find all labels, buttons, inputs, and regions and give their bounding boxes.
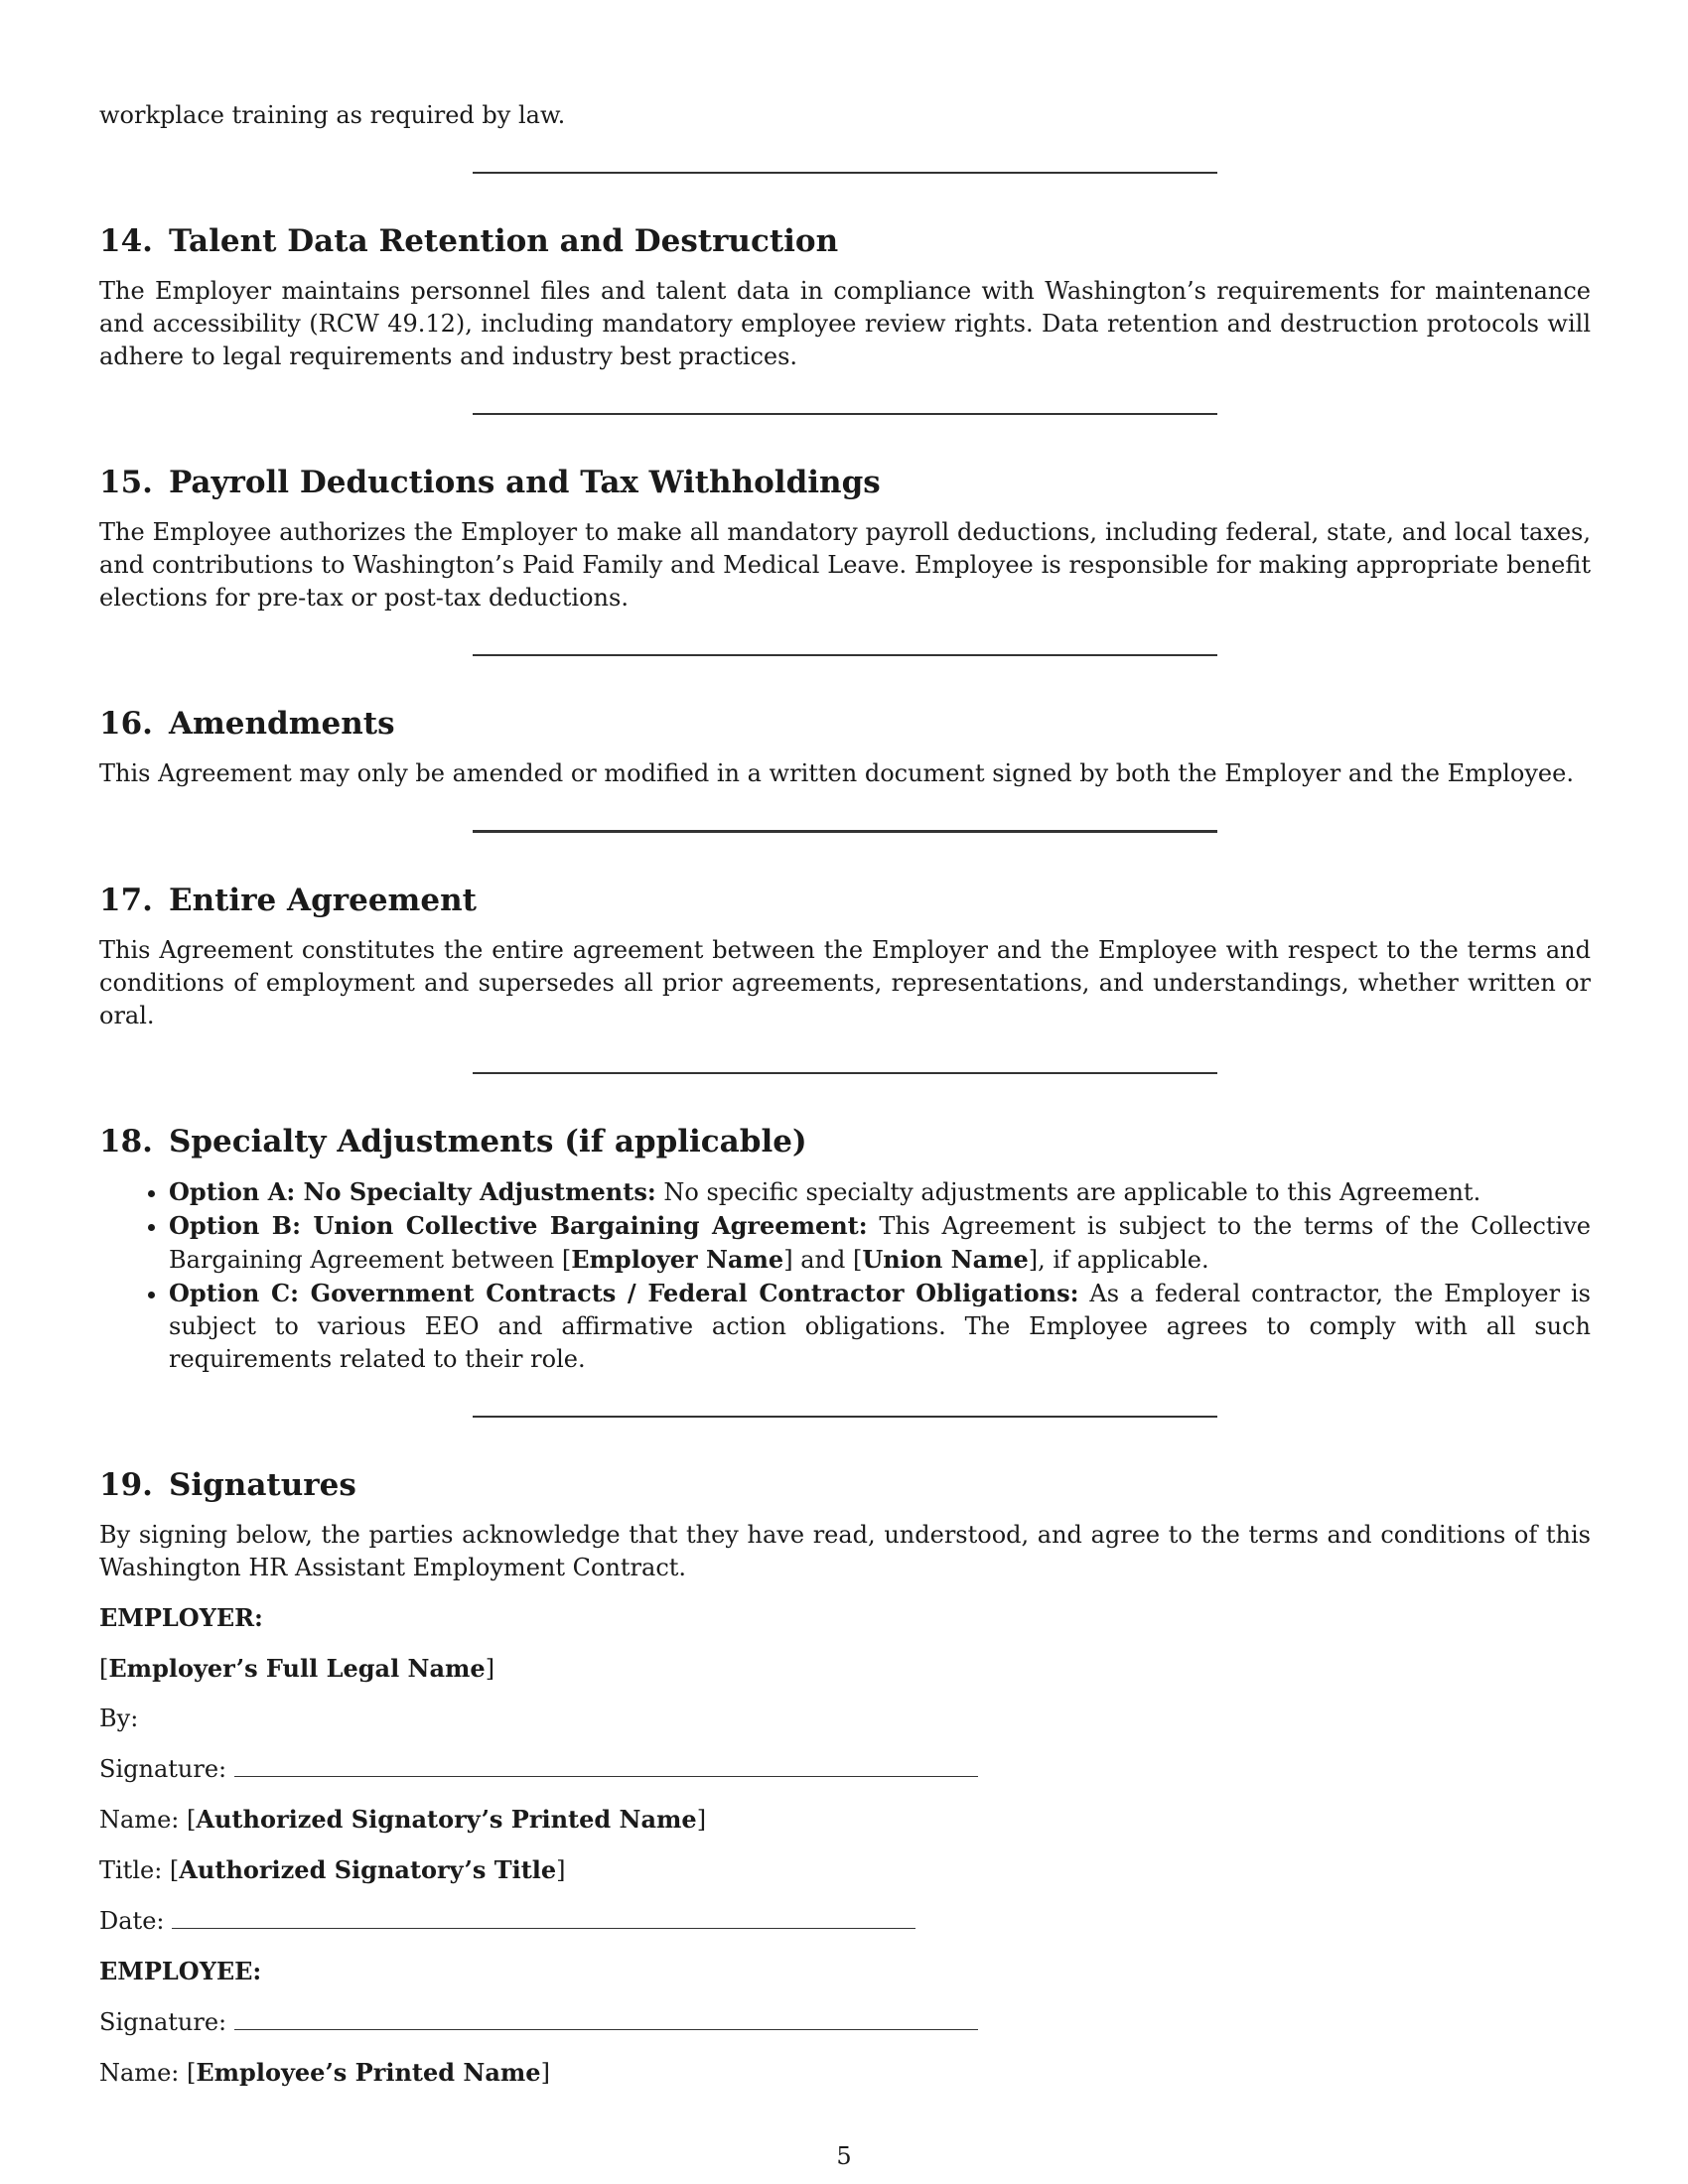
section-number: 15.: [99, 465, 153, 500]
signature-label: Signature:: [99, 2008, 227, 2036]
signatory-title: Authorized Signatory’s Title: [179, 1855, 557, 1884]
section-heading: [99, 704, 1591, 744]
by-label: By:: [99, 1705, 139, 1732]
name-label: Name:: [99, 1806, 180, 1834]
employee-signature-line[interactable]: [234, 2005, 978, 2030]
placeholder-employer-name: Employer Name: [571, 1245, 784, 1274]
employee-name-row: Name: [Employee’s Printed Name]: [99, 2058, 550, 2087]
section-title: Entire Agreement: [168, 883, 477, 918]
signatory-printed-name: Authorized Signatory’s Printed Name: [196, 1805, 697, 1834]
signatory-name-row: Name: [Authorized Signatory’s Printed Name]: [99, 1805, 707, 1834]
option-text: As a federal contractor, the Employer is subject to various EEO and affirmative action obligations. The Employee agrees to comply with all such requirements related to their role.: [169, 1280, 1591, 1373]
signature-block: [99, 1601, 1591, 2090]
option-text: No specific specialty adjustments are applicable to this Agreement.: [663, 1178, 1481, 1206]
option-label: Option B: Union Collective Bargaining Agreement:: [169, 1211, 868, 1240]
section-body: This Agreement may only be amended or modified in a written document signed by both the Employer and the Employee.: [99, 759, 1574, 787]
section-number: 17.: [99, 883, 153, 918]
section-body: This Agreement constitutes the entire agreement between the Employer and the Employee with respect to the terms and conditions of employment and supersedes all prior agreements, representations, and understandings, whether written or oral.: [99, 936, 1591, 1029]
section-divider: [473, 1072, 1217, 1074]
section-heading: [99, 1465, 1591, 1505]
list-item: [169, 1277, 1591, 1376]
section-title: Signatures: [168, 1467, 356, 1503]
employer-full-name: Employer’s Full Legal Name: [108, 1654, 486, 1683]
option-text: This Agreement is subject to the terms of the Collective Bargaining Agreement between [: [169, 1212, 1591, 1274]
document-page: [99, 99, 1591, 2107]
section-heading: [99, 463, 1591, 502]
section-body: The Employer maintains personnel files and talent data in compliance with Washington’s requirements for maintenance and accessibility (RCW 49.12), including mandatory employee review rights. Data retention and destruction protocols will adhere to legal requirements and industry best practices.: [99, 277, 1591, 370]
section-divider: [473, 830, 1217, 833]
section-number: 16.: [99, 706, 153, 742]
section-number: 18.: [99, 1124, 153, 1160]
employee-heading: EMPLOYEE:: [99, 1957, 262, 1985]
section-number: 19.: [99, 1467, 153, 1503]
signature-label: Signature:: [99, 1755, 227, 1783]
section-title: Specialty Adjustments (if applicable): [168, 1124, 807, 1160]
date-row: [99, 1904, 1591, 1938]
option-label: Option C: Government Contracts / Federal Contractor Obligations:: [169, 1279, 1079, 1307]
section-divider: [473, 1416, 1217, 1418]
employer-heading: EMPLOYER:: [99, 1603, 263, 1632]
placeholder-union-name: Union Name: [862, 1245, 1029, 1274]
section-16: [99, 704, 1591, 790]
section-17: [99, 881, 1591, 1032]
list-item: [169, 1175, 1591, 1209]
section-number: 14.: [99, 223, 153, 259]
section-19: [99, 1465, 1591, 2090]
name-label: Name:: [99, 2059, 180, 2087]
option-text: ], if applicable.: [1028, 1246, 1209, 1274]
section-divider: [473, 413, 1217, 415]
date-label: Date:: [99, 1907, 165, 1935]
section-divider: [473, 654, 1217, 656]
section-heading: [99, 221, 1591, 261]
continuation-text: workplace training as required by law.: [99, 101, 566, 129]
section-divider: [473, 172, 1217, 174]
option-label: Option A: No Specialty Adjustments:: [169, 1177, 656, 1206]
section-title: Amendments: [168, 706, 395, 742]
option-text: ] and [: [783, 1246, 863, 1274]
section-title: Payroll Deductions and Tax Withholdings: [168, 465, 881, 500]
section-heading: [99, 1122, 1591, 1161]
section-body: The Employee authorizes the Employer to make all mandatory payroll deductions, including federal, state, and local taxes, and contributions to Washington’s Paid Family and Medical Leave. Employee is responsible for making appropriate benefit elections for pre-tax or post-tax deductions.: [99, 518, 1591, 612]
employee-printed-name: Employee’s Printed Name: [196, 2058, 541, 2087]
section-body: By signing below, the parties acknowledge that they have read, understood, and agree to the terms and conditions of this Washington HR Assistant Employment Contract.: [99, 1521, 1591, 1581]
section-heading: [99, 881, 1591, 920]
employer-name-line: [Employer’s Full Legal Name]: [99, 1654, 495, 1683]
section-title: Talent Data Retention and Destruction: [168, 223, 839, 259]
section-15: [99, 463, 1591, 614]
options-list: [99, 1175, 1591, 1376]
signatory-title-row: Title: [Authorized Signatory’s Title]: [99, 1855, 566, 1884]
employer-signature-line[interactable]: [234, 1752, 978, 1777]
date-line[interactable]: [172, 1904, 915, 1929]
section-14: [99, 221, 1591, 373]
employee-signature-row: [99, 2005, 1591, 2039]
employer-signature-row: [99, 1752, 1591, 1786]
page-number: 5: [836, 2142, 852, 2170]
list-item: [169, 1209, 1591, 1277]
section-18: [99, 1122, 1591, 1376]
title-label: Title:: [99, 1856, 163, 1884]
